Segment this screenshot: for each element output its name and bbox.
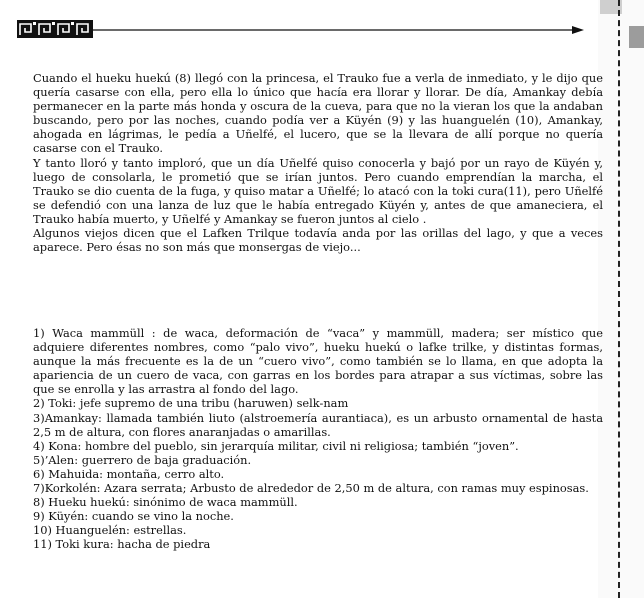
page-cut-line xyxy=(618,0,620,598)
glossary-note: 7)Korkolén: Azara serrata; Arbusto de alrededor de 2,50 m de altura, con ramas muy espinosas. xyxy=(33,481,589,496)
glossary-note: 6) Mahuida: montaña, cerro alto. xyxy=(33,466,225,481)
glossary-note: 5)’Alen: guerrero de baja graduación. xyxy=(33,452,252,467)
story-paragraph: Algunos viejos dicen que el Lafken Trilque todavía anda por las orillas del lago, y que a veces aparece. Pero ésas no son más que monsergas de viejo... xyxy=(33,226,603,255)
glossary-note: 4) Kona: hombre del pueblo, sin jerarquía militar, civil ni religiosa; también “joven”. xyxy=(33,438,519,453)
story-paragraph: Cuando el hueku huekú (8) llegó con la princesa, el Trauko fue a verla de inmediato, y le dijo que quería casarse con ella, pero ella lo único que hacía era llorar y llorar. De día, Amankay debía permanecer en la parte más honda y oscura de la cueva, para que no la vieran los que la andaban buscando, pero por las noches, cuando podía ver a Küyén (9) y las huanguelén (10), Amankay, ahogada en lágrimas, le pedía a Uñelfé, el lucero, que se la llevara de allí porque no quería casarse con el Trauko. xyxy=(33,71,603,156)
margin-tab-dark xyxy=(629,26,644,48)
arrow-right-icon xyxy=(93,25,585,35)
side-margin-band xyxy=(598,0,644,598)
glossary-note: 3)Amankay: llamada también liuto (alstroemería aurantiaca), es un arbusto ornamental de hasta 2,5 m de altura, con flores anaranjadas o amarillas. xyxy=(33,410,603,439)
glossary-notes xyxy=(33,326,603,552)
story-paragraph: Y tanto lloró y tanto imploró, que un día Uñelfé quiso conocerla y bajó por un rayo de Küyén y, luego de consolarla, le prometió que se irían juntos. Pero cuando emprendían la marcha, el Trauko se dio cuenta de la fuga, y quiso matar a Uñelfé; lo atacó con la toki cura(11), pero Uñelfé se defendió con una lanza de luz que le había entregado Küyén y, antes de que amaneciera, el Trauko había muerto, y Uñelfé y Amankay se fueron juntos al cielo . xyxy=(33,155,603,226)
glossary-note: 8) Hueku huekú: sinónimo de waca mammüll. xyxy=(33,495,298,510)
glossary-note: 10) Huanguelén: estrellas. xyxy=(33,523,187,538)
greek-key-ornament-icon xyxy=(17,20,93,38)
story-text xyxy=(33,71,603,254)
glossary-note: 1) Waca mammüll : de waca, deformación de “vaca” y mammüll, madera; ser místico que adquiere diferentes nombres, como “palo vivo”, hueku huekú o lafke trilke, y distintas formas, aunque la más frecuente es la de un “cuero vivo”, como también se lo llama, en que adopta la apariencia de un cuero de vaca, con garras en los bordes para atrapar a sus víctimas, sobre las que se enrolla y las arrastra al fondo del lago. xyxy=(33,326,603,397)
glossary-note: 2) Toki: jefe supremo de una tribu (haruwen) selk-nam xyxy=(33,396,349,411)
glossary-note: 11) Toki kura: hacha de piedra xyxy=(33,537,211,552)
glossary-note: 9) Küyén: cuando se vino la noche. xyxy=(33,509,234,524)
